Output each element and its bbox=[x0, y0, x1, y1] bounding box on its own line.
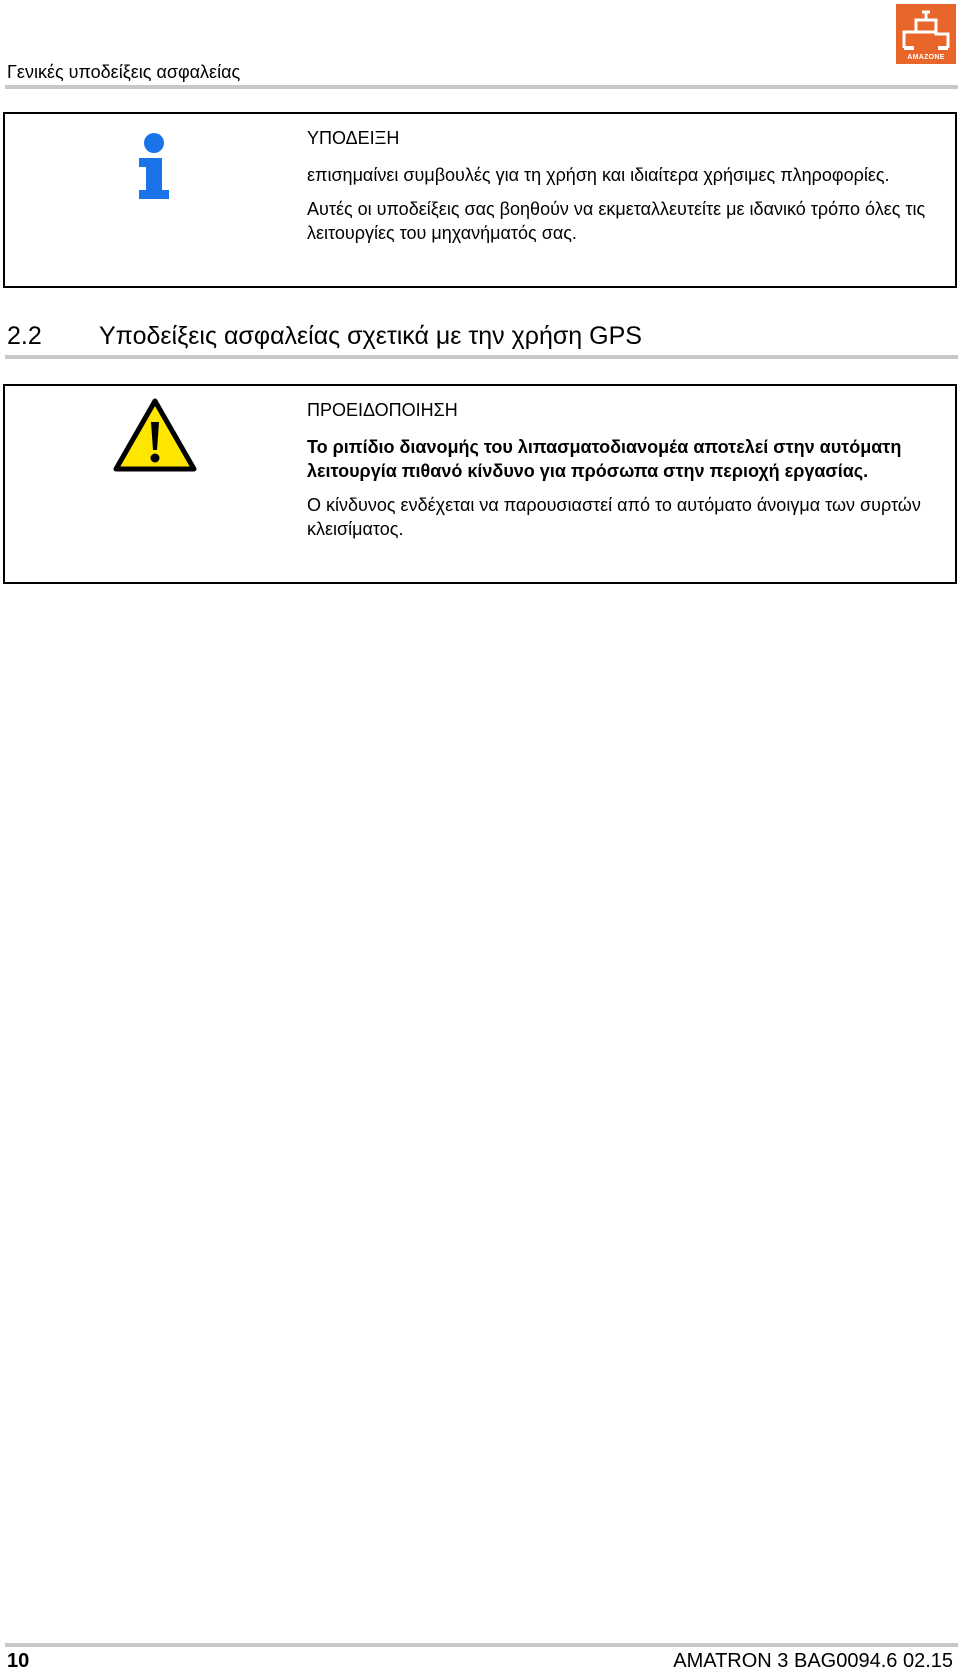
notice-box bbox=[3, 112, 957, 288]
notice-label: ΥΠΟΔΕΙΞΗ bbox=[307, 128, 400, 148]
header-divider bbox=[5, 85, 958, 89]
warning-label: ΠΡΟΕΙΔΟΠΟΙΗΣΗ bbox=[307, 400, 458, 420]
warning-text: Ο κίνδυνος ενδέχεται να παρουσιαστεί από το αυτόματο άνοιγμα των συρτών κλεισίματος. bbox=[307, 495, 921, 539]
section-heading bbox=[7, 322, 642, 351]
notice-paragraph: Αυτές οι υποδείξεις σας βοηθούν να εκμεταλλευτείτε με ιδανικό τρόπο όλες τις λειτουργίες του μηχανήματός σας. bbox=[307, 199, 926, 243]
document-reference: AMATRON 3 BAG0094.6 02.15 bbox=[673, 1650, 953, 1672]
warning-triangle-icon bbox=[113, 398, 197, 477]
section-divider bbox=[5, 355, 958, 359]
notice-paragraph: επισημαίνει συμβουλές για τη χρήση και ιδιαίτερα χρήσιμες πληροφορίες. bbox=[307, 165, 890, 185]
page-header-title: Γενικές υποδείξεις ασφαλείας bbox=[7, 62, 241, 82]
amazone-logo bbox=[896, 4, 956, 64]
warning-box bbox=[3, 384, 957, 584]
logo-text: AMAZONE bbox=[907, 54, 945, 61]
warning-bold-text: Το ριπίδιο διανομής του λιπασματοδιανομέα αποτελεί στην αυτόματη λειτουργία πιθανό κίνδυνο για πρόσωπα στην περιοχή εργασίας. bbox=[307, 437, 902, 481]
section-number: 2.2 bbox=[7, 322, 42, 350]
page-number: 10 bbox=[7, 1650, 30, 1672]
footer-divider bbox=[5, 1643, 958, 1647]
section-title: Υποδείξεις ασφαλείας σχετικά με την χρήση GPS bbox=[99, 322, 642, 350]
info-icon bbox=[135, 132, 171, 205]
